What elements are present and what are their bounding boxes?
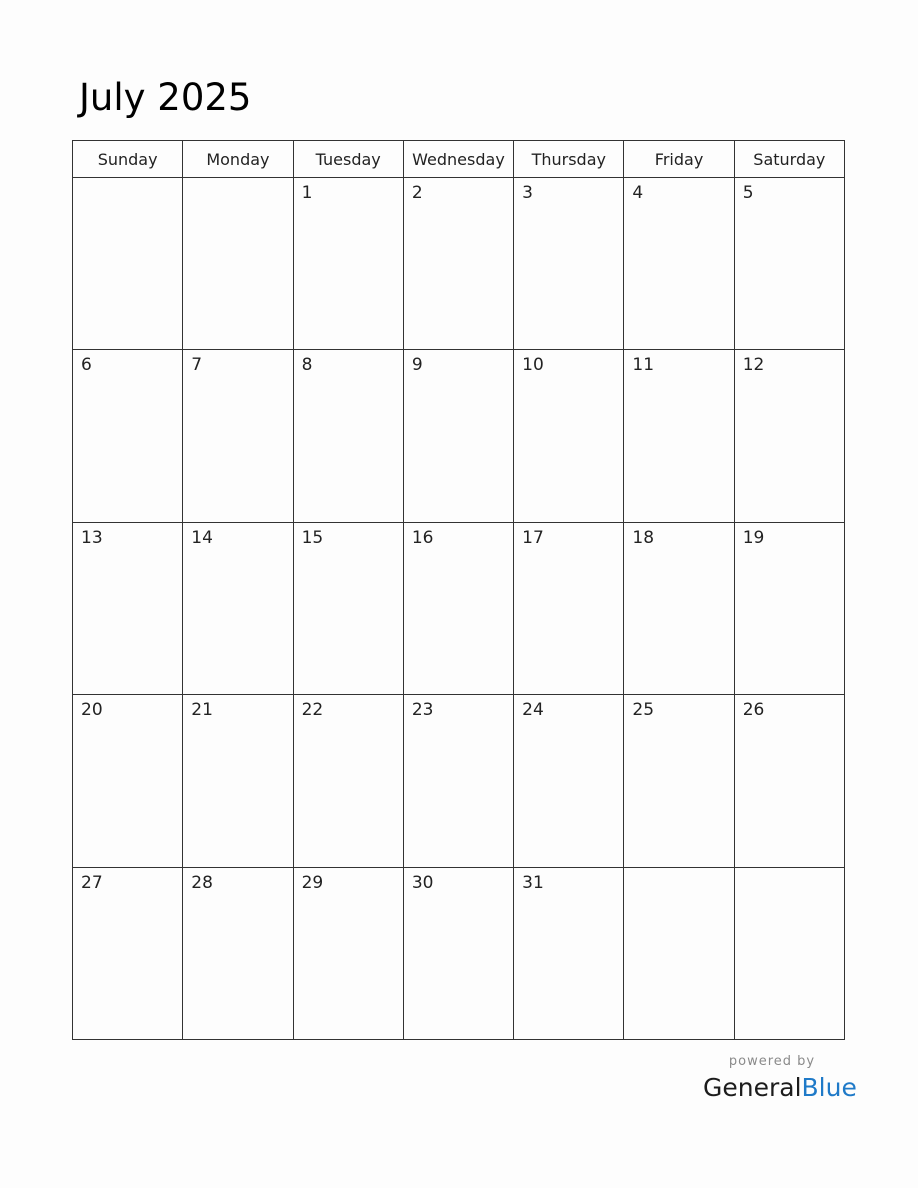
generalblue-logo[interactable] — [700, 1073, 857, 1103]
day-cell — [514, 522, 624, 694]
day-cell — [514, 350, 624, 522]
day-number: 1 — [301, 183, 313, 203]
day-cell — [293, 867, 403, 1039]
day-number: 18 — [632, 527, 655, 548]
day-number: 16 — [411, 527, 434, 548]
day-number: 3 — [522, 183, 533, 203]
day-cell — [183, 350, 293, 522]
day-cell — [624, 867, 734, 1039]
day-cell — [403, 350, 513, 522]
weekday-header: Monday — [183, 141, 293, 178]
day-cell — [73, 867, 183, 1039]
day-number — [73, 178, 182, 183]
day-number: 29 — [301, 872, 324, 893]
day-number: 20 — [81, 700, 103, 721]
day-number: 21 — [191, 700, 213, 721]
day-cell — [73, 350, 183, 522]
day-number: 30 — [411, 872, 434, 893]
weekday-header: Friday — [624, 141, 734, 178]
weekday-header: Saturday — [734, 141, 844, 178]
day-number: 26 — [742, 700, 765, 721]
weekday-header: Tuesday — [293, 141, 403, 178]
day-number: 15 — [301, 527, 324, 548]
weekday-header: Sunday — [73, 141, 183, 178]
logo-text-general: General — [703, 1073, 802, 1102]
day-cell — [73, 178, 183, 350]
day-cell — [293, 695, 403, 867]
day-cell — [183, 867, 293, 1039]
day-number: 5 — [742, 183, 754, 203]
day-number: 2 — [411, 183, 423, 203]
day-cell — [293, 350, 403, 522]
logo-text-blue: Blue — [801, 1073, 857, 1102]
day-number: 27 — [81, 872, 103, 893]
brand-footer[interactable] — [700, 1053, 857, 1103]
week-row — [73, 522, 845, 694]
weekday-header: Wednesday — [403, 141, 513, 178]
day-number: 7 — [191, 355, 203, 376]
day-cell — [403, 522, 513, 694]
day-number: 10 — [522, 355, 544, 376]
day-number: 17 — [522, 527, 544, 548]
day-number: 9 — [411, 355, 423, 376]
day-cell — [183, 178, 293, 350]
day-cell — [514, 867, 624, 1039]
weekday-header: Thursday — [514, 141, 624, 178]
day-cell — [73, 522, 183, 694]
day-cell — [624, 178, 734, 350]
powered-by-label: powered by — [728, 1054, 816, 1069]
day-number: 14 — [191, 527, 213, 548]
day-cell — [734, 522, 844, 694]
day-number: 8 — [301, 355, 313, 376]
week-row — [73, 178, 845, 350]
day-number: 6 — [81, 355, 92, 376]
day-number — [735, 868, 844, 873]
day-cell — [734, 178, 844, 350]
day-number: 19 — [742, 527, 765, 548]
week-row — [73, 350, 845, 522]
week-row — [73, 867, 845, 1039]
day-number — [183, 178, 292, 183]
day-cell — [514, 695, 624, 867]
day-number: 13 — [81, 527, 103, 548]
day-cell — [624, 522, 734, 694]
weekday-header-row — [73, 141, 845, 178]
day-cell — [624, 350, 734, 522]
day-cell — [734, 695, 844, 867]
day-cell — [183, 695, 293, 867]
page-title: July 2025 — [79, 76, 252, 119]
day-number: 11 — [632, 355, 655, 376]
day-cell — [624, 695, 734, 867]
day-cell — [73, 695, 183, 867]
day-cell — [403, 178, 513, 350]
day-cell — [403, 867, 513, 1039]
day-number: 12 — [742, 355, 765, 376]
day-cell — [183, 522, 293, 694]
day-number: 31 — [522, 872, 544, 893]
day-number: 4 — [632, 183, 644, 203]
day-cell — [293, 522, 403, 694]
calendar-grid — [72, 140, 845, 1040]
day-cell — [403, 695, 513, 867]
day-cell — [514, 178, 624, 350]
day-number: 22 — [301, 700, 324, 721]
day-number — [624, 868, 733, 873]
day-number: 24 — [522, 700, 544, 721]
day-number: 25 — [632, 700, 655, 721]
day-cell — [293, 178, 403, 350]
day-number: 28 — [191, 872, 213, 893]
day-number: 23 — [411, 700, 434, 721]
day-cell — [734, 350, 844, 522]
week-row — [73, 695, 845, 867]
day-cell — [734, 867, 844, 1039]
